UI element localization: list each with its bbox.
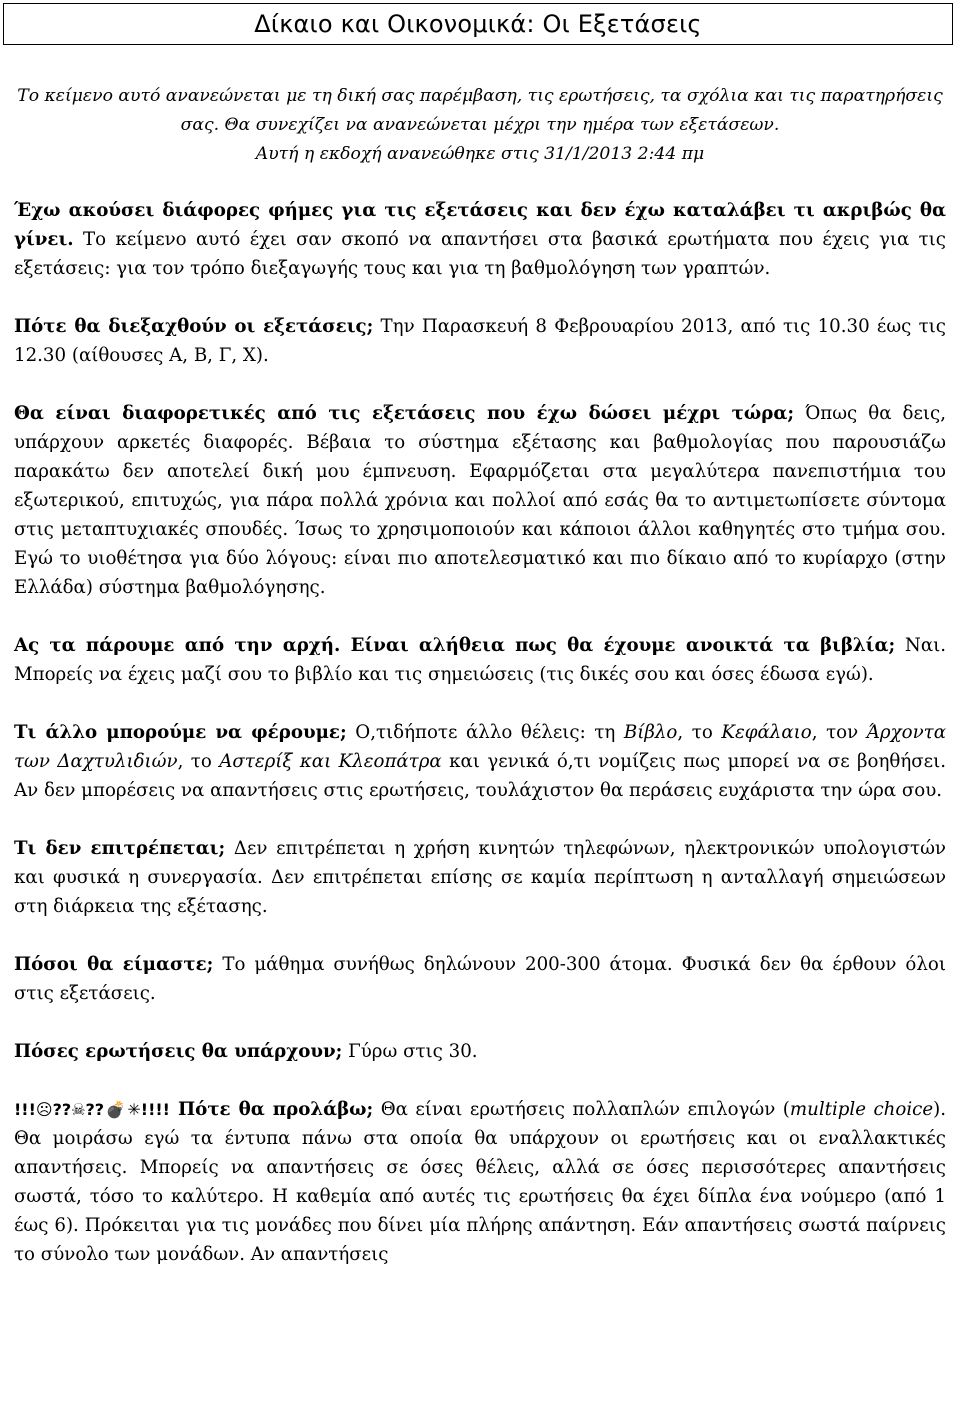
book-title: Αστερίξ και Κλεοπάτρα [219,751,442,772]
paragraph-how-many [14,950,946,1008]
answer-text: Θα είναι ερωτήσεις πολλαπλών επιλογών ( [373,1099,790,1120]
answer-text: ). Θα μοιράσω εγώ τα έντυπα πάνω στα οποία θα υπάρχουν οι ερωτήσεις και οι εναλλακτικές απαντήσεις. Μπορείς να απαντήσεις σε όσες θέλεις, αλλά σε όσες περισσότερες απαντήσεις σωστά, τόσο το καλύτερο. Η καθεμία από αυτές τις ερωτήσεις θα έχει δίπλα ένα νούμερο (από 1 έως 6). Πρόκειται για τις μονάδες που δίνει μία πλήρης απάντηση. Εάν απαντήσεις σωστά παίρνεις το σύνολο των μονάδων. Αν απαντήσεις [14,1099,946,1265]
answer-text: , το [677,722,722,743]
paragraph-question-count [14,1037,946,1066]
paragraph-not-allowed [14,834,946,921]
answer-text: , τον [811,722,867,743]
notice-text: Το κείμενο αυτό ανανεώνεται με τη δική σας παρέμβαση, τις ερωτήσεις, τα σχόλια και τις παρατηρήσεις σας. Θα συνεχίζει να ανανεώνεται μέχρι την ημέρα των εξετάσεων. [17,86,943,135]
panic-symbols: !!!☹??☠??💣✳!!!! [14,1100,170,1119]
paragraph-when [14,312,946,370]
paragraph-differences [14,399,946,602]
paragraph-open-books [14,631,946,689]
paragraph-what-to-bring [14,718,946,805]
answer-text: Όπως θα δεις, υπάρχουν αρκετές διαφορές. Βέβαια το σύστημα εξέτασης και βαθμολογίας που παρουσιάζω παρακάτω δεν αποτελεί δική μου έμπνευση. Εφαρμόζεται στα μεγαλύτερα πανεπιστήμια του εξωτερικού, επιτυχώς, για πάρα πολλά χρόνια και πολλοί από εσάς θα το αντιμετωπίσετε σύντομα στις μεταπτυχιακές σπουδές. Ίσως το χρησιμοποιούν και κάποιοι άλλοι καθηγητές στο τμήμα σου. Εγώ το υιοθέτησα για δύο λόγους: είναι πιο αποτελεσματικό και πιο δίκαιο από το κυρίαρχο (στην Ελλάδα) σύστημα βαθμολόγησης. [14,403,946,598]
book-title: Βίβλο [623,722,678,743]
book-title: Κεφάλαιο [721,722,812,743]
answer-text: Το μάθημα συνήθως δηλώνουν 200-300 άτομα. Φυσικά δεν θα έρθουν όλοι στις εξετάσεις. [14,954,946,1004]
question-heading: Πόσες ερωτήσεις θα υπάρχουν; [14,1041,343,1062]
question-heading: Πότε θα διεξαχθούν οι εξετάσεις; [14,316,374,337]
paragraph-time [14,1095,946,1269]
document-body [14,196,946,1298]
document-title: Δίκαιο και Οικονομικά: Οι Εξετάσεις [254,10,702,38]
english-term: multiple choice [789,1099,934,1120]
answer-text: Ο,τιδήποτε άλλο θέλεις: τη [346,722,624,743]
question-heading: Έχω ακούσει διάφορες φήμες για τις εξετάσεις και δεν έχω καταλάβει τι ακριβώς θα γίνει. [14,200,946,250]
question-heading: Ας τα πάρουμε από την αρχή. [14,635,341,656]
answer-text: , το [177,751,220,772]
notice-version: Αυτή η εκδοχή ανανεώθηκε στις 31/1/2013 2:44 πμ [255,144,705,164]
question-heading: Τι άλλο μπορούμε να φέρουμε; [14,722,347,743]
book-title: Άρχοντα των Δαχτυλιδιών [14,722,946,772]
question-heading: Τι δεν επιτρέπεται; [14,838,226,859]
update-notice [14,82,946,169]
question-heading: Θα είναι διαφορετικές από τις εξετάσεις που έχω δώσει μέχρι τώρα; [14,403,795,424]
question-heading: Είναι αλήθεια πως θα έχουμε ανοικτά τα βιβλία; [340,635,896,656]
question-heading: Πόσοι θα είμαστε; [14,954,214,975]
answer-text: Το κείμενο αυτό έχει σαν σκοπό να απαντήσει στα βασικά ερωτήματα που έχεις για τις εξετάσεις: για τον τρόπο διεξαγωγής τους και για τη βαθμολόγηση των γραπτών. [14,229,946,279]
question-heading: Πότε θα προλάβω; [169,1099,374,1120]
answer-text: Την Παρασκευή 8 Φεβρουαρίου 2013, από τις 10.30 έως τις 12.30 (αίθουσες Α, Β, Γ, Χ). [14,316,946,366]
paragraph-intro [14,196,946,283]
answer-text: Ναι. Μπορείς να έχεις μαζί σου το βιβλίο και τις σημειώσεις (τις δικές σου και όσες έδωσα εγώ). [14,635,947,685]
title-box [3,3,953,45]
answer-text: Γύρω στις 30. [342,1041,478,1062]
answer-text: και γενικά ό,τι νομίζεις πως μπορεί να σε βοηθήσει. Αν δεν μπορέσεις να απαντήσεις στις ερωτήσεις, τουλάχιστον θα περάσεις ευχάριστα την ώρα σου. [14,751,946,801]
answer-text: Δεν επιτρέπεται η χρήση κινητών τηλεφώνων, ηλεκτρονικών υπολογιστών και φυσικά η συνεργασία. Δεν επιτρέπεται επίσης σε καμία περίπτωση η ανταλλαγή σημειώσεων στη διάρκεια της εξέτασης. [14,838,946,917]
